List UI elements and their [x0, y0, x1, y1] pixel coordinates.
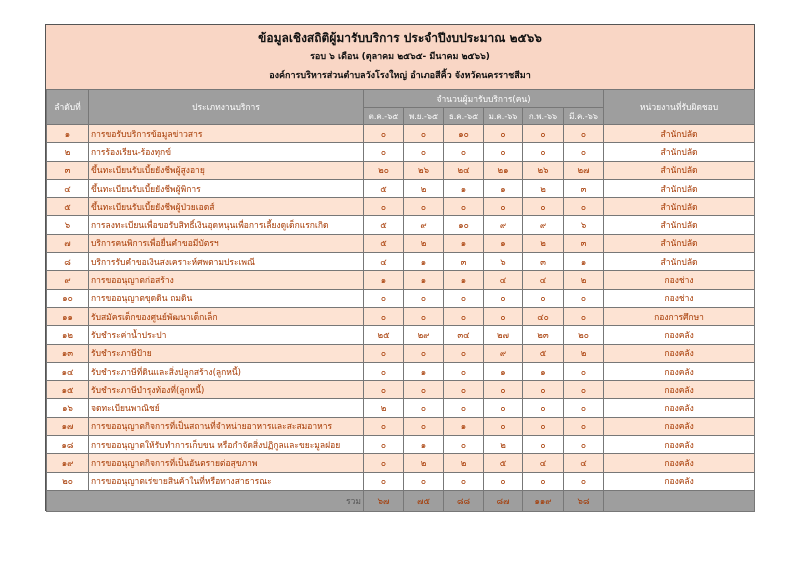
- row-index-cell: ๑๕: [47, 381, 89, 399]
- row-service-cell: การขอรับบริการข้อมูลข่าวสาร: [89, 125, 364, 143]
- row-index-cell: ๑๒: [47, 326, 89, 344]
- row-department-cell: กองคลัง: [604, 326, 755, 344]
- row-count-cell: ๐: [484, 399, 523, 417]
- row-service-cell: ขึ้นทะเบียนรับเบี้ยยังชีพผู้ป่วยเอดส์: [89, 198, 364, 216]
- row-count-cell: ๐: [564, 472, 604, 490]
- col-header-month: ม.ค.-๖๖: [484, 108, 523, 125]
- row-count-cell: ๑: [364, 271, 404, 289]
- row-index-cell: ๑๐: [47, 289, 89, 307]
- row-count-cell: ๐: [444, 362, 484, 380]
- row-count-cell: ๐: [364, 143, 404, 161]
- row-count-cell: ๔: [564, 454, 604, 472]
- service-stats-table: [46, 89, 755, 512]
- row-department-cell: กองคลัง: [604, 454, 755, 472]
- row-service-cell: การขออนุญาตเร่ขายสินค้าในที่หรือทางสาธารณะ: [89, 472, 364, 490]
- row-count-cell: ๒: [523, 179, 564, 197]
- row-service-cell: การร้องเรียน-ร้องทุกข์: [89, 143, 364, 161]
- table-row: [47, 125, 755, 143]
- table-row: [47, 344, 755, 362]
- total-label: รวม: [47, 490, 364, 511]
- row-index-cell: ๑๘: [47, 436, 89, 454]
- row-department-cell: กองคลัง: [604, 417, 755, 435]
- row-service-cell: รับชำระค่าน้ำประปา: [89, 326, 364, 344]
- row-count-cell: ๐: [484, 125, 523, 143]
- row-count-cell: ๑: [444, 179, 484, 197]
- row-count-cell: ๐: [523, 472, 564, 490]
- row-count-cell: ๐: [444, 436, 484, 454]
- row-count-cell: ๑: [444, 234, 484, 252]
- row-count-cell: ๒๐: [364, 161, 404, 179]
- col-header-department: หน่วยงานที่รับผิดชอบ: [604, 90, 755, 125]
- col-header-count-group: จำนวนผู้มารับบริการ(คน): [364, 90, 604, 108]
- row-count-cell: ๒: [564, 344, 604, 362]
- row-count-cell: ๐: [523, 289, 564, 307]
- row-department-cell: กองการศึกษา: [604, 307, 755, 325]
- row-count-cell: ๐: [564, 436, 604, 454]
- row-index-cell: ๒: [47, 143, 89, 161]
- row-count-cell: ๕: [523, 344, 564, 362]
- row-count-cell: ๑: [484, 234, 523, 252]
- row-count-cell: ๔: [523, 271, 564, 289]
- row-count-cell: ๐: [444, 381, 484, 399]
- row-department-cell: สำนักปลัด: [604, 234, 755, 252]
- table-row: [47, 234, 755, 252]
- row-count-cell: ๐: [564, 198, 604, 216]
- table-row: [47, 417, 755, 435]
- row-count-cell: ๐: [404, 198, 444, 216]
- row-service-cell: รับชำระภาษีป้าย: [89, 344, 364, 362]
- row-service-cell: การขออนุญาตกิจการที่เป็นอันตรายต่อสุขภาพ: [89, 454, 364, 472]
- report-organization: องค์การบริหารส่วนตำบลวังโรงใหญ่ อำเภอสีคิ้ว จังหวัดนครราชสีมา: [269, 71, 531, 81]
- total-cell: ๘๘: [444, 490, 484, 511]
- row-count-cell: ๑: [404, 362, 444, 380]
- row-count-cell: ๑: [484, 179, 523, 197]
- row-index-cell: ๔: [47, 179, 89, 197]
- row-count-cell: ๒๖: [523, 161, 564, 179]
- total-cell: ๖๗: [364, 490, 404, 511]
- report-header: [46, 25, 754, 90]
- table-row: [47, 198, 755, 216]
- row-department-cell: สำนักปลัด: [604, 179, 755, 197]
- report-title: ข้อมูลเชิงสถิติผู้มารับบริการ ประจำปีงบประมาณ ๒๕๖๖: [258, 31, 542, 45]
- row-count-cell: ๐: [484, 472, 523, 490]
- row-count-cell: ๓: [564, 234, 604, 252]
- row-index-cell: ๑๑: [47, 307, 89, 325]
- row-count-cell: ๐: [484, 198, 523, 216]
- col-header-month: ต.ค.-๖๕: [364, 108, 404, 125]
- row-department-cell: สำนักปลัด: [604, 125, 755, 143]
- row-count-cell: ๑๐: [444, 125, 484, 143]
- row-count-cell: ๒๔: [444, 161, 484, 179]
- row-count-cell: ๔: [523, 454, 564, 472]
- row-count-cell: ๐: [364, 125, 404, 143]
- col-header-month: ก.พ.-๖๖: [523, 108, 564, 125]
- row-count-cell: ๐: [523, 125, 564, 143]
- row-index-cell: ๘: [47, 253, 89, 271]
- row-count-cell: ๒: [564, 271, 604, 289]
- row-index-cell: ๓: [47, 161, 89, 179]
- row-count-cell: ๒: [364, 399, 404, 417]
- row-count-cell: ๐: [564, 143, 604, 161]
- row-department-cell: สำนักปลัด: [604, 198, 755, 216]
- row-department-cell: กองคลัง: [604, 344, 755, 362]
- row-department-cell: กองคลัง: [604, 472, 755, 490]
- row-count-cell: ๓๔: [444, 326, 484, 344]
- row-count-cell: ๑: [444, 271, 484, 289]
- row-index-cell: ๖: [47, 216, 89, 234]
- row-count-cell: ๐: [523, 399, 564, 417]
- table-row: [47, 253, 755, 271]
- row-service-cell: รับสมัครเด็กของศูนย์พัฒนาเด็กเล็ก: [89, 307, 364, 325]
- row-department-cell: กองช่าง: [604, 289, 755, 307]
- row-count-cell: ๑: [444, 417, 484, 435]
- table-row: [47, 179, 755, 197]
- total-cell: ๖๘: [564, 490, 604, 511]
- row-count-cell: ๑: [404, 436, 444, 454]
- table-row: [47, 399, 755, 417]
- row-count-cell: ๐: [484, 417, 523, 435]
- row-count-cell: ๐: [484, 289, 523, 307]
- total-cell: ๑๑๙: [523, 490, 564, 511]
- row-count-cell: ๐: [523, 143, 564, 161]
- row-count-cell: ๒๗: [564, 161, 604, 179]
- row-index-cell: ๑๔: [47, 362, 89, 380]
- row-count-cell: ๐: [364, 472, 404, 490]
- row-count-cell: ๐: [564, 307, 604, 325]
- row-service-cell: รับชำระภาษีที่ดินและสิ่งปลูกสร้าง(ลูกหนี้): [89, 362, 364, 380]
- row-count-cell: ๐: [484, 381, 523, 399]
- row-count-cell: ๐: [404, 472, 444, 490]
- row-service-cell: บริการรับคำขอเงินสงเคราะห์ศพตามประเพณี: [89, 253, 364, 271]
- row-count-cell: ๐: [564, 125, 604, 143]
- table-row: [47, 271, 755, 289]
- row-count-cell: ๐: [444, 198, 484, 216]
- row-count-cell: ๐: [444, 399, 484, 417]
- row-count-cell: ๐: [364, 289, 404, 307]
- row-count-cell: ๐: [564, 362, 604, 380]
- row-count-cell: ๐: [364, 362, 404, 380]
- row-department-cell: สำนักปลัด: [604, 161, 755, 179]
- row-count-cell: ๐: [523, 417, 564, 435]
- table-row: [47, 436, 755, 454]
- row-department-cell: สำนักปลัด: [604, 216, 755, 234]
- row-count-cell: ๒: [444, 454, 484, 472]
- row-count-cell: ๓: [564, 179, 604, 197]
- table-row: [47, 143, 755, 161]
- row-count-cell: ๑: [484, 362, 523, 380]
- table-row: [47, 472, 755, 490]
- row-count-cell: ๕: [484, 454, 523, 472]
- row-count-cell: ๓: [523, 253, 564, 271]
- col-header-month: มี.ค.-๖๖: [564, 108, 604, 125]
- row-count-cell: ๒: [404, 454, 444, 472]
- row-count-cell: ๐: [444, 143, 484, 161]
- row-count-cell: ๒๖: [404, 161, 444, 179]
- row-count-cell: ๙: [404, 216, 444, 234]
- row-count-cell: ๐: [364, 307, 404, 325]
- row-department-cell: สำนักปลัด: [604, 143, 755, 161]
- row-index-cell: ๗: [47, 234, 89, 252]
- row-department-cell: กองช่าง: [604, 271, 755, 289]
- row-service-cell: ขึ้นทะเบียนรับเบี้ยยังชีพผู้พิการ: [89, 179, 364, 197]
- row-count-cell: ๐: [404, 307, 444, 325]
- row-count-cell: ๑๐: [444, 216, 484, 234]
- row-index-cell: ๑๙: [47, 454, 89, 472]
- row-count-cell: ๔: [364, 253, 404, 271]
- row-department-cell: กองคลัง: [604, 362, 755, 380]
- row-count-cell: ๐: [364, 344, 404, 362]
- row-count-cell: ๒: [404, 179, 444, 197]
- row-service-cell: การขออนุญาตก่อสร้าง: [89, 271, 364, 289]
- row-count-cell: ๐: [523, 436, 564, 454]
- row-department-cell: สำนักปลัด: [604, 253, 755, 271]
- row-count-cell: ๒๙: [404, 326, 444, 344]
- row-count-cell: ๐: [444, 289, 484, 307]
- row-count-cell: ๐: [404, 381, 444, 399]
- row-count-cell: ๒๐: [564, 326, 604, 344]
- row-count-cell: ๔๐: [523, 307, 564, 325]
- row-count-cell: ๐: [564, 381, 604, 399]
- row-count-cell: ๑: [404, 271, 444, 289]
- row-count-cell: ๓: [444, 253, 484, 271]
- row-department-cell: กองคลัง: [604, 381, 755, 399]
- row-index-cell: ๑๓: [47, 344, 89, 362]
- table-row: [47, 326, 755, 344]
- table-row: [47, 216, 755, 234]
- row-count-cell: ๐: [404, 399, 444, 417]
- row-department-cell: กองคลัง: [604, 399, 755, 417]
- row-count-cell: ๐: [364, 436, 404, 454]
- row-count-cell: ๖: [484, 253, 523, 271]
- row-count-cell: ๐: [404, 125, 444, 143]
- row-count-cell: ๒: [523, 234, 564, 252]
- row-count-cell: ๐: [523, 198, 564, 216]
- row-count-cell: ๐: [404, 289, 444, 307]
- row-count-cell: ๐: [564, 399, 604, 417]
- row-count-cell: ๔: [484, 271, 523, 289]
- row-index-cell: ๑๗: [47, 417, 89, 435]
- row-count-cell: ๐: [364, 198, 404, 216]
- col-header-service: ประเภทงานบริการ: [89, 90, 364, 125]
- table-row: [47, 454, 755, 472]
- row-count-cell: ๐: [404, 143, 444, 161]
- table-row: [47, 161, 755, 179]
- row-count-cell: ๑: [564, 253, 604, 271]
- row-count-cell: ๐: [484, 307, 523, 325]
- row-count-cell: ๕: [364, 216, 404, 234]
- row-index-cell: ๒๐: [47, 472, 89, 490]
- row-count-cell: ๒: [484, 436, 523, 454]
- total-empty-cell: [604, 490, 755, 511]
- report-period: รอบ ๖ เดือน (ตุลาคม ๒๕๖๕- มีนาคม ๒๕๖๖): [310, 52, 490, 62]
- row-service-cell: บริการคนพิการเพื่อยื่นคำขอมีบัตรฯ: [89, 234, 364, 252]
- row-count-cell: ๕: [364, 234, 404, 252]
- row-count-cell: ๐: [364, 454, 404, 472]
- row-count-cell: ๐: [484, 143, 523, 161]
- row-count-cell: ๙: [484, 216, 523, 234]
- row-count-cell: ๐: [444, 344, 484, 362]
- col-header-month: พ.ย.-๖๕: [404, 108, 444, 125]
- row-count-cell: ๐: [444, 307, 484, 325]
- row-count-cell: ๐: [364, 381, 404, 399]
- row-count-cell: ๐: [444, 472, 484, 490]
- row-count-cell: ๒๗: [484, 326, 523, 344]
- row-department-cell: กองคลัง: [604, 436, 755, 454]
- row-count-cell: ๒: [404, 234, 444, 252]
- total-row: [47, 490, 755, 511]
- row-count-cell: ๒๓: [523, 326, 564, 344]
- row-index-cell: ๑: [47, 125, 89, 143]
- row-service-cell: การลงทะเบียนเพื่อขอรับสิทธิ์เงินอุดหนุนเพื่อการเลี้ยงดูเด็กแรกเกิด: [89, 216, 364, 234]
- table-row: [47, 381, 755, 399]
- row-index-cell: ๕: [47, 198, 89, 216]
- stats-sheet: [45, 24, 755, 511]
- row-service-cell: รับชำระภาษีบำรุงท้องที่(ลูกหนี้): [89, 381, 364, 399]
- col-header-month: ธ.ค.-๖๕: [444, 108, 484, 125]
- row-index-cell: ๙: [47, 271, 89, 289]
- row-count-cell: ๑: [523, 362, 564, 380]
- table-row: [47, 307, 755, 325]
- row-count-cell: ๑: [404, 253, 444, 271]
- row-service-cell: ขึ้นทะเบียนรับเบี้ยยังชีพผู้สูงอายุ: [89, 161, 364, 179]
- row-count-cell: ๐: [364, 417, 404, 435]
- col-header-index: ลำดับที่: [47, 90, 89, 125]
- row-service-cell: การขออนุญาตกิจการที่เป็นสถานที่จำหน่ายอาหารและสะสมอาหาร: [89, 417, 364, 435]
- table-body: [47, 125, 755, 491]
- table-row: [47, 362, 755, 380]
- total-cell: ๗๕: [404, 490, 444, 511]
- row-count-cell: ๕: [364, 179, 404, 197]
- row-count-cell: ๐: [523, 381, 564, 399]
- row-count-cell: ๐: [404, 417, 444, 435]
- row-count-cell: ๐: [564, 417, 604, 435]
- row-count-cell: ๖: [564, 216, 604, 234]
- row-service-cell: จดทะเบียนพาณิชย์: [89, 399, 364, 417]
- row-count-cell: ๐: [404, 344, 444, 362]
- row-count-cell: ๒๑: [484, 161, 523, 179]
- row-service-cell: การขออนุญาตให้รับทำการเก็บขน หรือกำจัดสิ่งปฏิกูลและขยะมูลฝอย: [89, 436, 364, 454]
- total-cell: ๘๗: [484, 490, 523, 511]
- row-service-cell: การขออนุญาตขุดดิน ถมดิน: [89, 289, 364, 307]
- row-count-cell: ๙: [523, 216, 564, 234]
- table-row: [47, 289, 755, 307]
- row-count-cell: ๐: [564, 289, 604, 307]
- row-index-cell: ๑๖: [47, 399, 89, 417]
- row-count-cell: ๒๕: [364, 326, 404, 344]
- row-count-cell: ๙: [484, 344, 523, 362]
